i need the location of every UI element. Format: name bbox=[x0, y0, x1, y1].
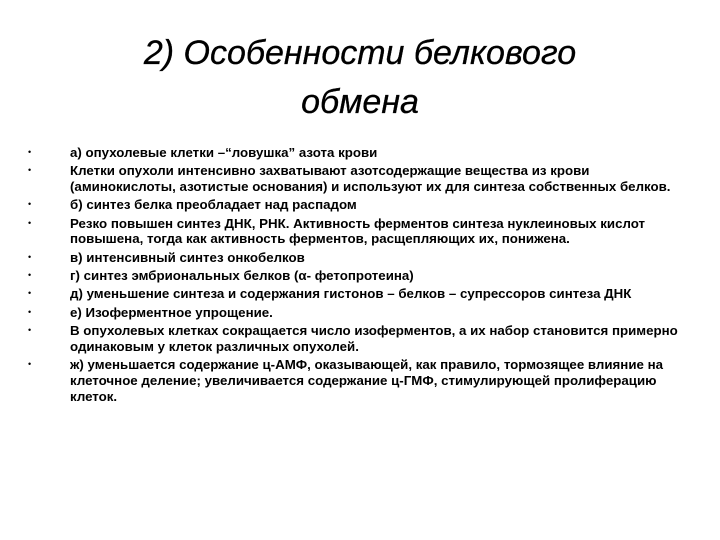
bullet-icon: • bbox=[28, 165, 32, 176]
bullet-icon: • bbox=[28, 199, 32, 210]
list-item-text: г) синтез эмбриональных белков (α- фетопротеина) bbox=[70, 268, 414, 284]
list-item bbox=[28, 357, 698, 404]
list-item bbox=[28, 145, 698, 161]
list-item-text: е) Изоферментное упрощение. bbox=[70, 304, 273, 320]
slide-title-line-2: обмена bbox=[301, 82, 419, 121]
slide-title bbox=[60, 29, 660, 127]
slide-title-line-1: 2) Особенности белкового bbox=[143, 33, 577, 72]
bullet-list bbox=[28, 145, 698, 407]
bullet-icon: • bbox=[28, 288, 32, 299]
list-item bbox=[28, 305, 698, 321]
bullet-icon: • bbox=[28, 270, 32, 281]
list-item bbox=[28, 216, 698, 248]
list-item bbox=[28, 323, 698, 355]
bullet-icon: • bbox=[28, 306, 32, 317]
list-item bbox=[28, 268, 698, 284]
bullet-icon: • bbox=[28, 147, 32, 157]
list-item bbox=[28, 197, 698, 213]
list-item-text: Резко повышен синтез ДНК, РНК. Активность ферментов синтеза нуклеиновых кислот повышена, тогда как активность ферментов, расщепляющих их, понижена. bbox=[70, 215, 646, 247]
list-item-text: ж) уменьшается содержание ц-АМФ, оказывающей, как правило, тормозящее влияние на клеточное деление; увеличивается содержание ц-ГМФ, стимулирующей пролиферацию клеток. bbox=[70, 357, 664, 404]
list-item bbox=[28, 163, 698, 195]
list-item bbox=[28, 250, 698, 266]
list-item-text: б) синтез белка преобладает над распадом bbox=[70, 197, 357, 213]
list-item-text: В опухолевых клетках сокращается число изоферментов, а их набор становится примерно одинаковым у клеток различных опухолей. bbox=[70, 322, 678, 354]
list-item bbox=[28, 286, 698, 302]
list-item-text: д) уменьшение синтеза и содержания гистонов – белков – супрессоров синтеза ДНК bbox=[70, 286, 632, 302]
list-item-text: а) опухолевые клетки –“ловушка” азота крови bbox=[70, 145, 378, 160]
list-item-text: Клетки опухоли интенсивно захватывают азотсодержащие вещества из крови (аминокислоты, азотистые основания) и используют их для синтеза собственных белков. bbox=[70, 163, 671, 195]
bullet-icon: • bbox=[28, 324, 32, 335]
bullet-icon: • bbox=[28, 217, 32, 228]
list-item-text: в) интенсивный синтез онкобелков bbox=[70, 249, 305, 265]
bullet-icon: • bbox=[28, 251, 32, 262]
bullet-icon: • bbox=[28, 359, 32, 370]
